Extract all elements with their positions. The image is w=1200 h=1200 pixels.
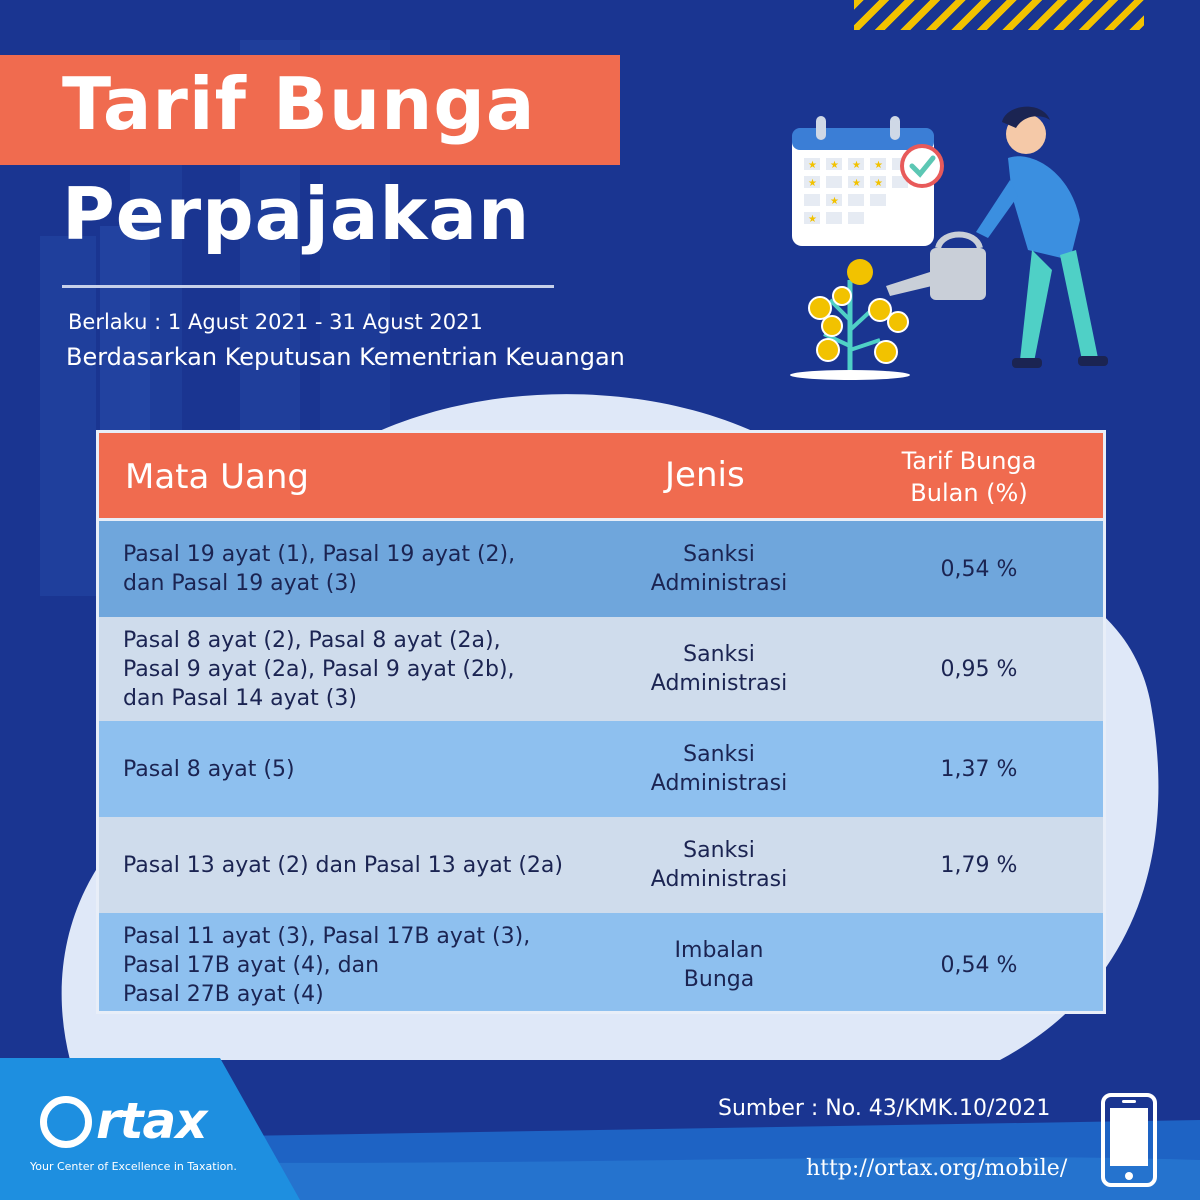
- cell-tarif: 1,79 %: [940, 852, 1018, 878]
- table-row: [99, 913, 1103, 1014]
- cell-jenis: Sanksi Administrasi: [650, 742, 788, 796]
- title-divider: [62, 285, 554, 288]
- logo-text: rtax: [96, 1092, 207, 1150]
- table-row: [99, 521, 1103, 617]
- smartphone-icon: [1100, 1092, 1158, 1188]
- column-header-tarif: Tarif Bunga Bulan (%): [901, 447, 1037, 507]
- svg-text:★: ★: [808, 214, 817, 225]
- column-header-jenis: Jenis: [665, 455, 745, 495]
- cell-tarif: 0,54 %: [940, 952, 1018, 978]
- column-header-mata-uang: Mata Uang: [125, 457, 309, 497]
- cell-mata-uang: Pasal 8 ayat (2), Pasal 8 ayat (2a), Pasal 9 ayat (2a), Pasal 9 ayat (2b), dan Pasal 14 ayat (3): [123, 627, 515, 711]
- svg-text:★: ★: [830, 196, 839, 207]
- checkmark-icon: [902, 146, 942, 186]
- svg-text:★: ★: [874, 178, 883, 189]
- person-illustration: [780, 100, 1120, 390]
- svg-text:★: ★: [808, 178, 817, 189]
- table-header: [99, 433, 1103, 521]
- cell-mata-uang: Pasal 13 ayat (2) dan Pasal 13 ayat (2a): [123, 852, 563, 878]
- svg-text:★: ★: [808, 160, 817, 171]
- person-figure: [976, 107, 1108, 368]
- cell-mata-uang: Pasal 8 ayat (5): [123, 756, 295, 782]
- svg-text:★: ★: [852, 160, 861, 171]
- coin-plant-icon: [790, 259, 910, 380]
- cell-jenis: Sanksi Administrasi: [650, 542, 788, 596]
- svg-text:★: ★: [830, 160, 839, 171]
- cell-mata-uang: Pasal 19 ayat (1), Pasal 19 ayat (2), dan Pasal 19 ayat (3): [123, 542, 516, 596]
- cell-tarif: 0,54 %: [940, 556, 1018, 582]
- page-title-line-1: Tarif Bunga: [62, 62, 536, 146]
- cell-jenis: Sanksi Administrasi: [650, 642, 788, 696]
- table-row: [99, 617, 1103, 721]
- cell-jenis: Imbalan Bunga: [674, 938, 764, 992]
- page-title-line-2: Perpajakan: [62, 172, 531, 256]
- svg-text:★: ★: [852, 178, 861, 189]
- cell-mata-uang: Pasal 11 ayat (3), Pasal 17B ayat (3), Pasal 17B ayat (4), dan Pasal 27B ayat (4): [123, 923, 531, 1007]
- cell-jenis: Sanksi Administrasi: [650, 838, 788, 892]
- source-reference: Sumber : No. 43/KMK.10/2021: [718, 1096, 1051, 1121]
- svg-text:★: ★: [874, 160, 883, 171]
- cell-tarif: 1,37 %: [940, 756, 1018, 782]
- table-row: [99, 817, 1103, 913]
- website-link[interactable]: http://ortax.org/mobile/: [806, 1156, 1068, 1181]
- legal-basis: Berdasarkan Keputusan Kementrian Keuangan: [66, 343, 625, 371]
- validity-period: Berlaku : 1 Agust 2021 - 31 Agust 2021: [68, 310, 483, 334]
- table-row: [99, 721, 1103, 817]
- interest-rate-table: [96, 430, 1106, 1014]
- cell-tarif: 0,95 %: [940, 656, 1018, 682]
- ortax-logo: [40, 1096, 92, 1148]
- logo-tagline: Your Center of Excellence in Taxation.: [30, 1160, 237, 1173]
- hazard-stripes: [854, 0, 1144, 30]
